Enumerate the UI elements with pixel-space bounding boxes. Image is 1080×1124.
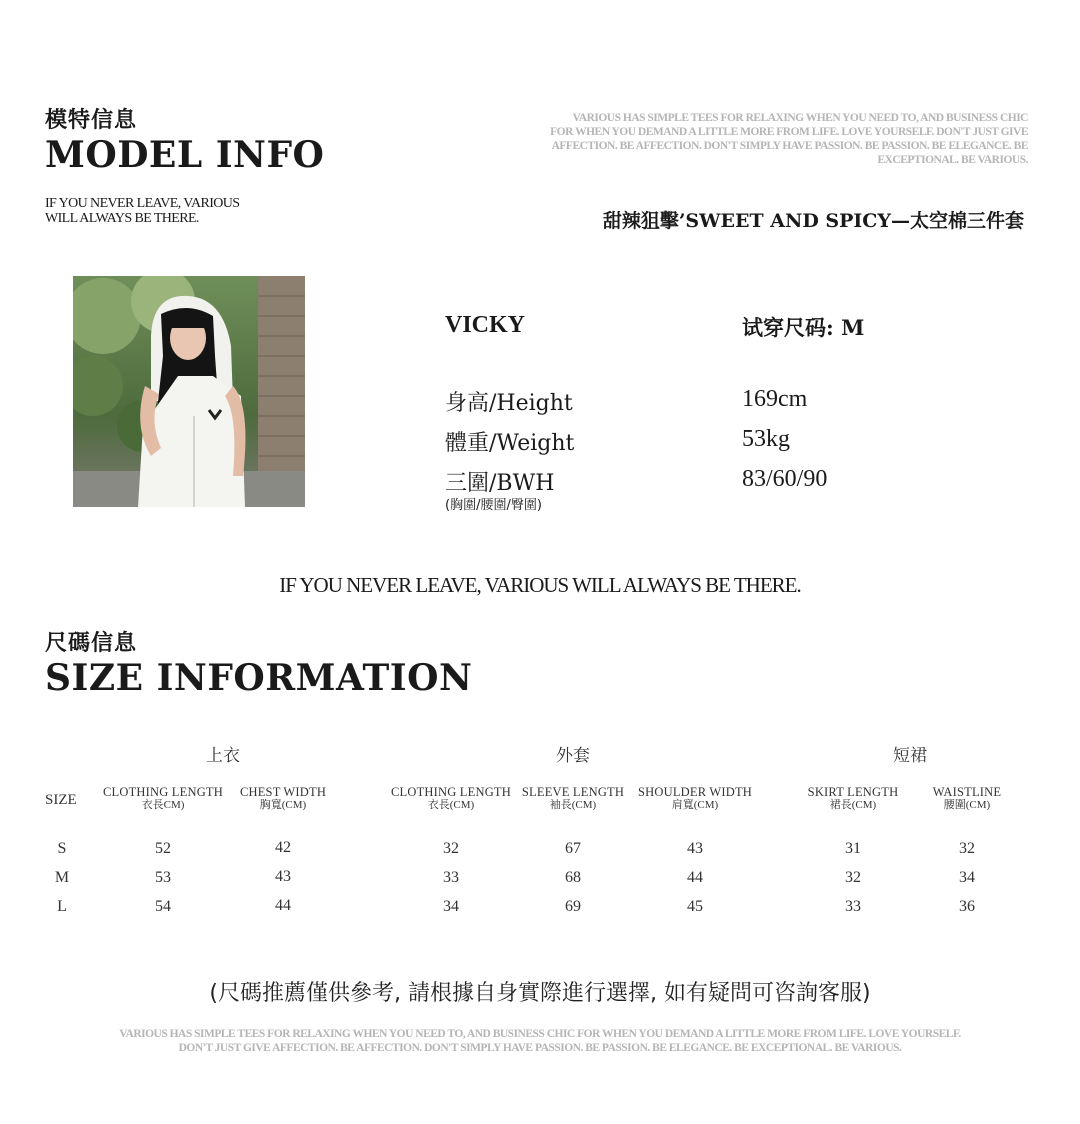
model-photo bbox=[73, 276, 305, 507]
blurb-line: AFFECTION. BE AFFECTION. DON'T SIMPLY HAVE PASSION. BE PASSION. BE ELEGANCE. BE bbox=[551, 140, 1028, 152]
height-value: 169cm bbox=[742, 386, 808, 412]
col-chest-width bbox=[240, 786, 326, 811]
col-en: SLEEVE LENGTH bbox=[521, 785, 625, 799]
tagline bbox=[45, 196, 239, 226]
footer-line: VARIOUS HAS SIMPLE TEES FOR RELAXING WHEN YOU NEED TO, AND BUSINESS CHIC FOR WHEN YOU DEMAND A LITTLE MORE FROM LIFE. LOVE YOURSELF. bbox=[119, 1028, 961, 1040]
blurb-line: FOR WHEN YOU DEMAND A LITTLE MORE FROM LIFE. LOVE YOURSELF. DON'T JUST GIVE bbox=[550, 126, 1028, 138]
table-cell: 36 bbox=[959, 898, 975, 915]
size-info-cn-title: 尺碼信息 bbox=[45, 630, 138, 656]
bwh-value: 83/60/90 bbox=[742, 466, 828, 492]
blurb-line: EXCEPTIONAL. BE VARIOUS. bbox=[877, 154, 1028, 166]
col-en: SKIRT LENGTH bbox=[807, 785, 899, 799]
size-column-header: SIZE bbox=[45, 792, 77, 808]
group-top: 上衣 bbox=[206, 746, 240, 766]
col-en: CHEST WIDTH bbox=[239, 785, 327, 799]
col-cn: 裙長(CM) bbox=[829, 799, 877, 811]
col-en: CLOTHING LENGTH bbox=[103, 785, 223, 799]
weight-label: 體重/Weight bbox=[445, 431, 575, 456]
table-cell: 68 bbox=[565, 869, 581, 886]
product-title: 甜辣狙擊’SWEET AND SPICY—太空棉三件套 bbox=[602, 210, 1024, 232]
bwh-label: 三圍/BWH bbox=[445, 471, 555, 496]
model-info-title: MODEL INFO bbox=[45, 134, 325, 176]
col-en: SHOULDER WIDTH bbox=[637, 785, 753, 799]
size-info-title: SIZE INFORMATION bbox=[45, 657, 473, 699]
row-size: M bbox=[54, 869, 70, 886]
table-cell: 45 bbox=[687, 898, 703, 915]
table-cell: 32 bbox=[845, 869, 861, 886]
col-jacket-length bbox=[391, 786, 511, 811]
table-cell: 31 bbox=[845, 840, 861, 857]
col-cn: 腰圍(CM) bbox=[943, 799, 991, 811]
col-cn: 袖長(CM) bbox=[549, 799, 597, 811]
col-cn: 胸寬(CM) bbox=[259, 799, 307, 811]
col-waistline bbox=[933, 786, 1001, 811]
table-cell: 32 bbox=[959, 840, 975, 857]
height-label: 身高/Height bbox=[445, 391, 573, 416]
table-cell: 34 bbox=[959, 869, 975, 886]
col-en: CLOTHING LENGTH bbox=[391, 785, 511, 799]
table-cell: 43 bbox=[687, 840, 703, 857]
model-size: 试穿尺码: M bbox=[742, 315, 865, 340]
col-top-length bbox=[103, 786, 223, 811]
group-jacket: 外套 bbox=[556, 746, 590, 766]
footer-line: DON'T JUST GIVE AFFECTION. BE AFFECTION. DON'T SIMPLY HAVE PASSION. BE PASSION. BE ELEGANCE. BE EXCEPTIONAL. BE VARIOUS. bbox=[178, 1042, 902, 1054]
col-shoulder-width bbox=[638, 786, 752, 811]
table-cell: 33 bbox=[443, 869, 459, 886]
tagline-line: WILL ALWAYS BE THERE. bbox=[45, 211, 199, 226]
table-cell: 43 bbox=[275, 868, 291, 885]
table-cell: 42 bbox=[275, 839, 291, 856]
table-cell: 67 bbox=[565, 840, 581, 857]
table-cell: 44 bbox=[687, 869, 703, 886]
row-size: S bbox=[57, 840, 67, 857]
table-cell: 69 bbox=[565, 898, 581, 915]
table-cell: 33 bbox=[845, 898, 861, 915]
footer-blurb bbox=[0, 1027, 1080, 1055]
col-en: WAISTLINE bbox=[932, 785, 1002, 799]
col-cn: 衣長(CM) bbox=[427, 799, 475, 811]
brand-blurb bbox=[550, 111, 1028, 167]
tagline-line: IF YOU NEVER LEAVE, VARIOUS bbox=[45, 196, 240, 211]
row-size: L bbox=[57, 898, 67, 915]
bwh-sub-label: (胸圍/腰圍/臀圍) bbox=[445, 498, 542, 513]
col-sleeve-length bbox=[522, 786, 624, 811]
table-cell: 53 bbox=[155, 869, 171, 886]
size-note: (尺碼推薦僅供參考, 請根據自身實際進行選擇, 如有疑問可咨詢客服) bbox=[209, 981, 871, 1006]
col-skirt-length bbox=[808, 786, 899, 811]
table-cell: 34 bbox=[443, 898, 459, 915]
col-cn: 肩寬(CM) bbox=[671, 799, 719, 811]
slogan: IF YOU NEVER LEAVE, VARIOUS WILL ALWAYS BE THERE. bbox=[279, 573, 801, 597]
group-skirt: 短裙 bbox=[893, 746, 927, 766]
table-cell: 52 bbox=[155, 840, 171, 857]
table-cell: 54 bbox=[155, 898, 171, 915]
table-cell: 32 bbox=[443, 840, 459, 857]
weight-value: 53kg bbox=[742, 426, 790, 452]
model-info-cn-title: 模特信息 bbox=[45, 107, 138, 133]
table-cell: 44 bbox=[275, 897, 291, 914]
model-name: VICKY bbox=[445, 312, 526, 338]
blurb-line: VARIOUS HAS SIMPLE TEES FOR RELAXING WHEN YOU NEED TO, AND BUSINESS CHIC bbox=[572, 112, 1028, 124]
col-cn: 衣長CM) bbox=[141, 799, 185, 811]
